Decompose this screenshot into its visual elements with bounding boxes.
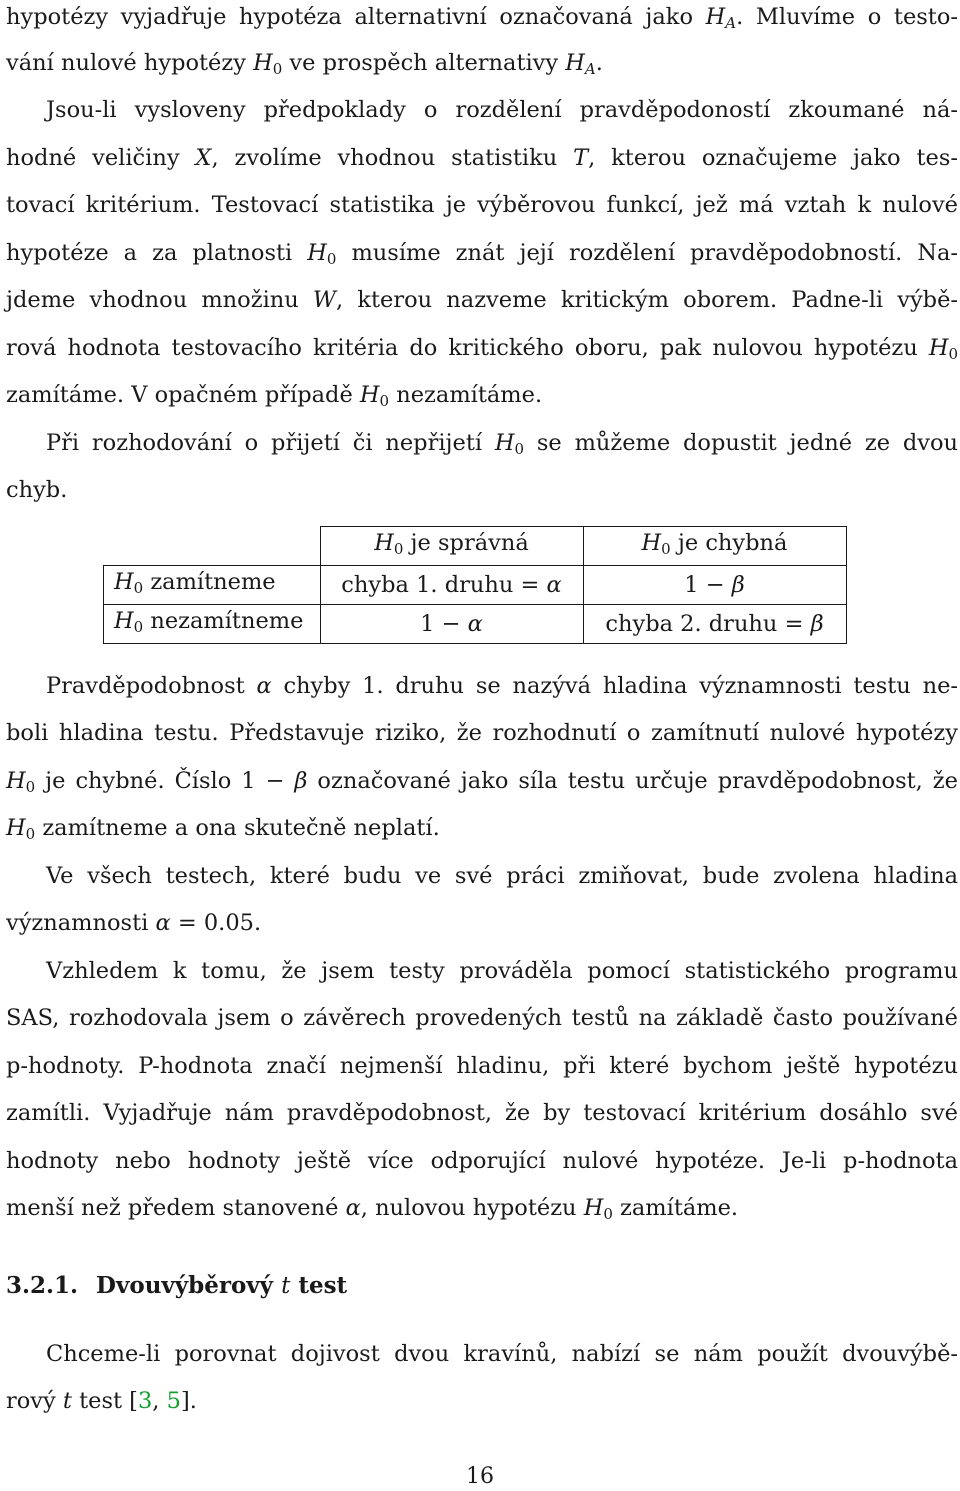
math-h: H (359, 382, 380, 408)
text: , (152, 1388, 167, 1414)
text: zamítáme. V opačném případě (6, 382, 360, 408)
math-t: t (62, 1388, 72, 1414)
math-t: t (281, 1273, 291, 1299)
citation-link[interactable]: 3 (137, 1388, 153, 1414)
text-line (6, 285, 958, 315)
math-h: H (928, 335, 949, 361)
text-line (6, 333, 958, 363)
math-alpha: α (256, 673, 272, 699)
text-line (6, 813, 958, 843)
math-h: H (705, 4, 726, 30)
text-line (6, 143, 958, 173)
text: , kterou nazveme kritickým oborem. Padne-li výbě- (336, 287, 959, 313)
math-sub-zero: 0 (133, 618, 144, 636)
text-line (6, 1386, 958, 1416)
text: boli hladina testu. Představuje riziko, že rozhodnutí o zamítnutí nulové hypotézy (6, 720, 958, 746)
text: zamítneme a ona skutečně neplatí. (35, 815, 440, 841)
text: Chceme-li porovnat dojivost dvou kravínů, nabízí se nám použít dvouvýbě- (46, 1341, 958, 1367)
text-line (6, 238, 958, 268)
text: . Mluvíme o testo- (736, 4, 958, 30)
error-types-table (103, 526, 847, 644)
table-row-header (104, 566, 321, 605)
table-row (104, 566, 847, 605)
text: , zvolíme vhodnou statistiku (211, 145, 574, 171)
text: Pravděpodobnost (46, 673, 257, 699)
text-line (46, 861, 958, 891)
text-line (6, 766, 958, 796)
text: Jsou-li vysloveny předpoklady o rozdělení pravděpodoností zkoumané ná- (46, 97, 958, 123)
text: je chybné. Číslo 1 − (35, 768, 295, 794)
text: označované jako síla testu určuje pravděpodobnost, že (307, 768, 958, 794)
text-line (6, 190, 958, 220)
table-header-cell (320, 527, 583, 566)
text: , kterou označujeme jako tes- (588, 145, 958, 171)
math-sub-zero: 0 (514, 440, 525, 458)
citation-link[interactable]: 5 (166, 1388, 181, 1414)
math-h: H (374, 530, 394, 556)
text-line (6, 718, 958, 748)
text: , nulovou hypotézu (360, 1195, 584, 1221)
section-heading (6, 1271, 347, 1301)
text: chyb. (6, 477, 68, 503)
text: hodnoty nebo hodnoty ještě více odporující nulové hypotéze. Je-li p-hodnota (6, 1148, 958, 1174)
math-w: W (312, 287, 337, 313)
cell-text: 1 − (420, 611, 468, 637)
text-line (46, 671, 958, 701)
math-alpha: α (345, 1195, 361, 1221)
math-h: H (641, 530, 662, 556)
cell-text: chyba 1. druhu = (341, 572, 547, 598)
text: = 0.05. (170, 910, 262, 936)
text: nezamítáme. (389, 382, 543, 408)
text-line (46, 956, 958, 986)
math-h: H (253, 50, 273, 76)
math-x: X (195, 145, 212, 171)
text-line (6, 1051, 958, 1081)
table-corner-cell (104, 527, 321, 566)
math-sub-zero: 0 (133, 579, 144, 597)
math-h: H (114, 569, 134, 595)
text: ]. (180, 1388, 197, 1414)
text: chyby 1. druhu se nazývá hladina významnosti testu ne- (271, 673, 958, 699)
text-line (6, 475, 958, 505)
text-line (6, 908, 958, 938)
text: Ve všech testech, které budu ve své práci zmiňovat, bude zvolena hladina (46, 863, 958, 889)
text: jdeme vhodnou množinu (6, 287, 313, 313)
text: p-hodnoty. P-hodnota značí nejmenší hladinu, při které bychom ještě hypotézu (6, 1053, 958, 1079)
section-title-end: test (290, 1272, 348, 1299)
math-sub-zero: 0 (25, 778, 36, 796)
text: Vzhledem k tomu, že jsem testy prováděla pomocí statistického programu (46, 958, 958, 984)
row-text: zamítneme (143, 569, 276, 595)
text: významnosti (6, 910, 156, 936)
text-line (6, 1193, 958, 1223)
section-title: Dvouvýběrový (96, 1272, 282, 1299)
text: menší než předem stanovené (6, 1195, 346, 1221)
text: Při rozhodování o přijetí či nepřijetí (46, 430, 495, 456)
math-alpha: α (155, 910, 171, 936)
table-header-cell (583, 527, 846, 566)
math-sub-zero: 0 (661, 540, 671, 558)
text: zamítáme. (612, 1195, 739, 1221)
text: hodné veličiny (6, 145, 196, 171)
text: ve prospěch alternativy (282, 50, 566, 76)
math-sub-zero: 0 (603, 1205, 613, 1223)
text-line (6, 1098, 958, 1128)
row-text: nezamítneme (143, 608, 304, 634)
text: . (595, 50, 603, 76)
text-line (46, 428, 958, 458)
math-sub-a: A (584, 60, 596, 78)
text: test [ (71, 1388, 138, 1414)
math-sub-zero: 0 (379, 392, 390, 410)
text: musíme znát její rozdělení pravděpodobností. Na- (336, 240, 958, 266)
text-line (46, 95, 958, 125)
page-number: 16 (466, 1464, 494, 1489)
math-h: H (6, 815, 26, 841)
section-number: 3.2.1. (6, 1272, 79, 1299)
math-alpha: α (546, 572, 562, 598)
text: hypotéze a za platnosti (6, 240, 308, 266)
table-header-row (104, 527, 847, 566)
math-sub-zero: 0 (326, 250, 337, 268)
text: vání nulové hypotézy (6, 50, 254, 76)
math-sub-zero: 0 (25, 825, 36, 843)
math-beta: β (810, 611, 824, 637)
header-text: je správná (403, 530, 529, 556)
cell-text: chyba 2. druhu = (605, 611, 811, 637)
math-beta: β (294, 768, 308, 794)
math-t: T (573, 145, 589, 171)
text: rová hodnota testovacího kritéria do kritického oboru, pak nulovou hypotézu (6, 335, 929, 361)
table-cell (583, 566, 846, 605)
math-h: H (565, 50, 585, 76)
text: hypotézy vyjadřuje hypotéza alternativní označovaná jako (6, 4, 706, 30)
cell-text: 1 − (684, 572, 732, 598)
text: tovací kritérium. Testovací statistika je výběrovou funkcí, jež má vztah k nulové (6, 192, 958, 218)
math-h: H (114, 608, 134, 634)
text-line (6, 1146, 958, 1176)
math-h: H (583, 1195, 604, 1221)
text-line (6, 2, 958, 32)
table-row-header (104, 605, 321, 644)
text-line (46, 1339, 958, 1369)
table-row (104, 605, 847, 644)
math-h: H (494, 430, 515, 456)
header-text: je chybná (670, 530, 788, 556)
math-sub-zero: 0 (272, 60, 283, 78)
table-cell (583, 605, 846, 644)
table-cell (320, 566, 583, 605)
math-sub-a: A (725, 14, 737, 32)
text-line (6, 380, 958, 410)
math-beta: β (731, 572, 745, 598)
text: zamítli. Vyjadřuje nám pravděpodobnost, že by testovací kritérium dosáhlo své (6, 1100, 958, 1126)
math-sub-zero: 0 (393, 540, 404, 558)
math-sub-zero: 0 (948, 345, 958, 363)
text: se můžeme dopustit jedné ze dvou (524, 430, 958, 456)
math-alpha: α (467, 611, 483, 637)
math-h: H (6, 768, 26, 794)
math-h: H (307, 240, 327, 266)
table-cell (320, 605, 583, 644)
text: rový (6, 1388, 63, 1414)
text-line (6, 1003, 958, 1033)
text-line (6, 48, 958, 78)
text: SAS, rozhodovala jsem o závěrech provedených testů na základě často používané (6, 1005, 958, 1031)
